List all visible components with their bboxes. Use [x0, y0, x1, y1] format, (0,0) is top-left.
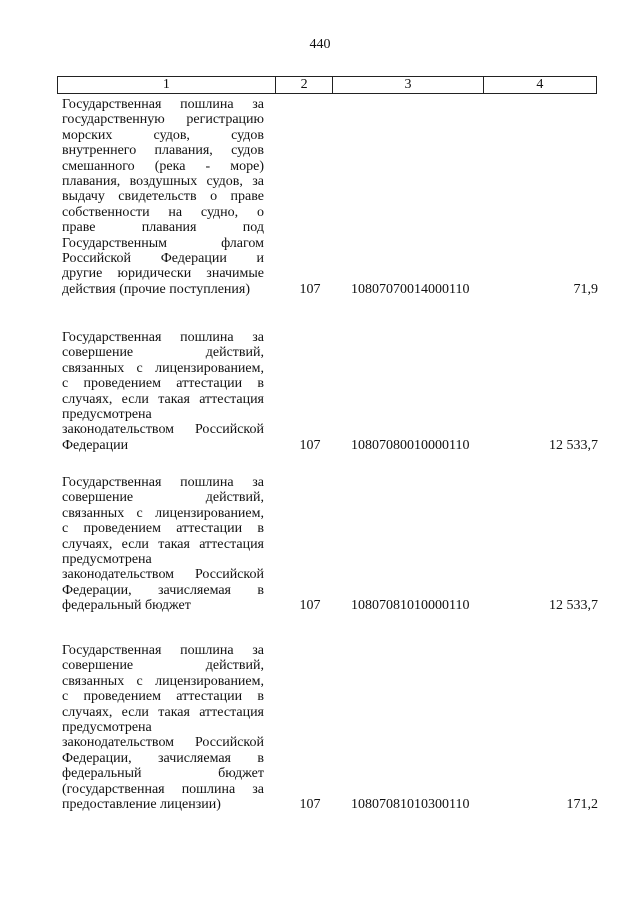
header-col-1: 1	[58, 77, 276, 93]
description-line: совершение действий,	[62, 658, 264, 674]
description-line: случаях, если такая аттестация	[62, 704, 264, 720]
description-line: с проведением аттестации в	[62, 521, 264, 537]
description-line: с проведением аттестации в	[62, 376, 264, 392]
header-col-3: 3	[333, 77, 483, 93]
description-line: плавания, воздушных судов, за	[62, 173, 264, 189]
description-line: (государственная пошлина за	[62, 781, 264, 797]
description-line: Федерации, зачисляемая в	[62, 750, 264, 766]
description-line: предусмотрена	[62, 719, 152, 735]
description-line: связанных с лицензированием,	[62, 505, 264, 521]
row-code: 107	[299, 797, 321, 812]
row-amount: 12 533,7	[549, 598, 598, 614]
description-line: связанных с лицензированием,	[62, 673, 264, 689]
description-line: государственную регистрацию	[62, 112, 264, 128]
description-line: внутреннего плавания, судов	[62, 143, 264, 159]
description-line: совершение действий,	[62, 490, 264, 506]
description-line: другие юридически значимые	[62, 266, 264, 282]
description-line: предоставление лицензии)	[62, 796, 221, 812]
description-line: с проведением аттестации в	[62, 689, 264, 705]
description-line: Государственным флагом	[62, 235, 264, 251]
description-line: законодательством Российской	[62, 567, 264, 583]
row-amount: 71,9	[573, 281, 598, 297]
description-line: совершение действий,	[62, 345, 264, 361]
description-line: праве плавания под	[62, 220, 264, 236]
description-line: Российской Федерации и	[62, 250, 264, 266]
row-amount: 171,2	[566, 797, 598, 812]
row-kbk: 10807081010300110	[351, 797, 470, 812]
description-line: Федерации	[62, 437, 129, 453]
description-line: федеральный бюджет	[62, 598, 191, 614]
row-kbk: 10807081010000110	[351, 598, 470, 614]
row-amount: 12 533,7	[549, 437, 598, 453]
description-line: Государственная пошлина за	[62, 475, 264, 490]
description-line: случаях, если такая аттестация	[62, 391, 264, 407]
description-line: Государственная пошлина за	[62, 330, 264, 345]
page-number: 440	[309, 37, 331, 52]
description-line: законодательством Российской	[62, 422, 264, 438]
table-header	[57, 76, 597, 94]
row-description	[62, 643, 264, 812]
description-line: морских судов, судов	[62, 127, 264, 143]
description-line: Государственная пошлина за	[62, 97, 264, 112]
description-line: Государственная пошлина за	[62, 643, 264, 658]
row-kbk: 10807070014000110	[351, 281, 470, 297]
description-line: предусмотрена	[62, 406, 152, 422]
row-code: 107	[299, 281, 321, 297]
description-line: связанных с лицензированием,	[62, 360, 264, 376]
description-line: действия (прочие поступления)	[62, 281, 251, 297]
description-line: смешанного (река - море)	[62, 158, 264, 174]
header-col-4: 4	[536, 77, 544, 92]
row-code: 107	[299, 598, 321, 614]
row-code: 107	[299, 437, 321, 453]
description-line: Федерации, зачисляемая в	[62, 582, 264, 598]
description-line: случаях, если такая аттестация	[62, 536, 264, 552]
description-line: собственности на судно, о	[62, 204, 264, 220]
row-description	[62, 475, 264, 614]
description-line: законодательством Российской	[62, 735, 264, 751]
header-col-2: 2	[276, 77, 334, 93]
row-kbk: 10807080010000110	[351, 437, 470, 453]
row-description	[62, 330, 264, 453]
description-line: федеральный бюджет	[62, 766, 264, 782]
row-description	[62, 97, 264, 297]
description-line: выдачу свидетельств о праве	[62, 189, 264, 205]
description-line: предусмотрена	[62, 551, 152, 567]
